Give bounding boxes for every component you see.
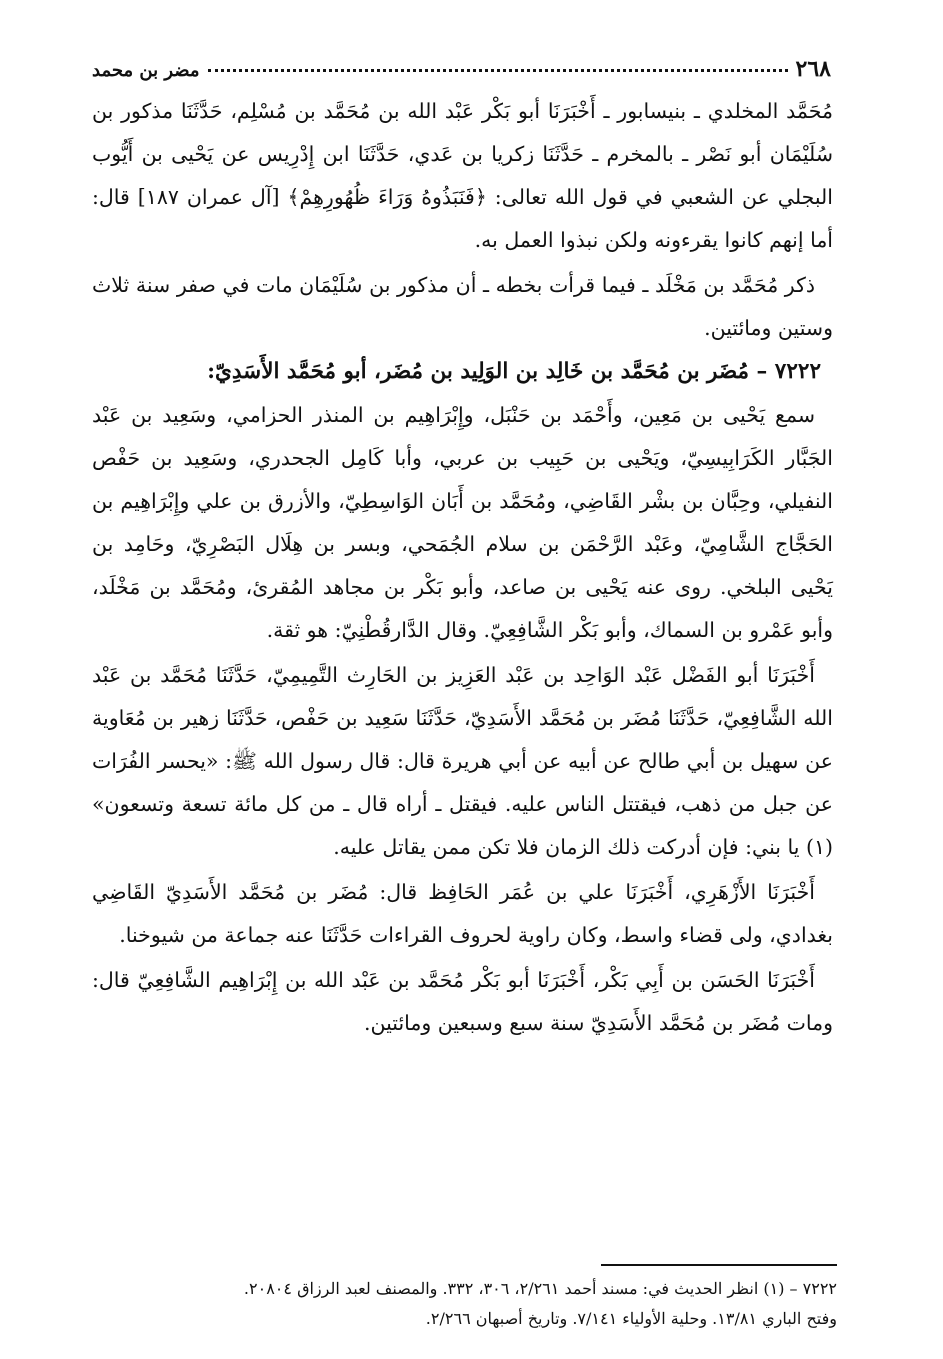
page-number: ٢٦٨ — [795, 56, 831, 82]
running-title: مضر بن محمد — [92, 60, 200, 81]
paragraph-2: ذكر مُحَمَّد بن مَخْلَد ـ فيما قرأت بخطه ـ أن مذكور بن سُلَيْمَان مات في صفر سنة ثلاث وستين ومائتين. — [92, 273, 833, 340]
footnotes — [92, 1274, 837, 1334]
main-text — [92, 90, 833, 1045]
paragraph-1: مُحَمَّد المخلدي ـ بنيسابور ـ أَخْبَرَنَا أبو بَكْر عَبْد الله بن مُحَمَّد بن مُسْلِم، حَدَّثَنَا مذكور بن سُلَيْمَان أبو نَصْر ـ بالمخرم ـ حَدَّثَنَا زكريا بن عَدي، حَدَّثَنَا ابن إِدْرِيس عن يَحْيى بن أَيُّوب البجلي عن الشعبي في قول الله تعالى: ﴿فَنَبَذُوهُ وَرَاءَ ظُهُورِهِمْ﴾ [آل عمران ١٨٧] قال: أما إنهم كانوا يقرءونه ولكن نبذوا العمل به. — [92, 99, 833, 252]
paragraph-3: سمع يَحْيى بن مَعِين، وأَحْمَد بن حَنْبَل، وإِبْرَاهِيم بن المنذر الحزامي، وسَعِيد بن عَبْد الجَبَّار الكَرَابِيسِيّ، ويَحْيى بن حَبِيب بن عربي، وأبا كَامِل الجحدري، وسَعِيد بن حَفْص النفيلي، وحِبَّان بن بشْر القَاضِي، ومُحَمَّد بن أَبَان الوَاسِطِيّ، والأزرق بن علي وإِبْرَاهِيم بن الحَجَّاج الشَّامِيّ، وعَبْد الرَّحْمَن بن سلام الجُمَحي، وبسر بن هِلَال البَصْرِيّ، وحَامِد بن يَحْيى البلخي. روى عنه يَحْيى بن صاعد، وأبو بَكْر بن مجاهد المُقرئ، ومُحَمَّد بن مَخْلَد، وأبو عَمْرو بن السماك، وأبو بَكْر الشَّافِعِيّ. وقال الدَّارقُطْنِيّ: هو ثقة. — [92, 403, 833, 642]
running-head — [92, 56, 831, 90]
entry-heading: ٧٢٢٢ – مُضَر بن مُحَمَّد بن خَالِد بن الوَلِيد بن مُضَر، أبو مُحَمَّد الأَسَدِيّ: — [207, 359, 821, 384]
footnote-divider — [601, 1264, 837, 1266]
header-dotted-leader — [208, 68, 788, 72]
paragraph-6: أَخْبَرَنَا الحَسَن بن أَبِي بَكْر، أَخْبَرَنَا أبو بَكْر مُحَمَّد بن عَبْد الله بن إِبْرَاهِيم الشَّافِعِيّ قال: ومات مُضَر بن مُحَمَّد الأَسَدِيّ سنة سبع وسبعين ومائتين. — [92, 968, 833, 1035]
paragraph-5: أَخْبَرَنَا الأَزْهَرِي، أَخْبَرَنَا علي بن عُمَر الحَافِظ قال: مُضَر بن مُحَمَّد الأَسَدِيّ القَاضِي بغدادي، ولى قضاء واسط، وكان راوية لحروف القراءات حَدَّثَنَا عنه جماعة من شيوخنا. — [92, 880, 833, 947]
footnote-line-1: ٧٢٢٢ – (١) انظر الحديث في: مسند أحمد ٢/٢٦١، ٣٠٦، ٣٣٢. والمصنف لعبد الرزاق ٢٠٨٠٤. — [243, 1279, 837, 1298]
footnote-line-2: وفتح الباري ١٣/٨١. وحلية الأولياء ٧/١٤١. وتاريخ أصبهان ٢/٢٦٦. — [425, 1309, 837, 1328]
paragraph-4: أَخْبَرَنَا أبو الفَضْل عَبْد الوَاحِد بن عَبْد العَزِيز بن الحَارِث التَّمِيمِيّ، حَدَّثَنَا مُحَمَّد بن عَبْد الله الشَّافِعِيّ، حَدَّثَنَا مُضَر بن مُحَمَّد الأَسَدِيّ، حَدَّثَنَا سَعِيد بن حَفْص، حَدَّثَنَا زهير بن مُعَاوية عن سهيل بن أبي طالح عن أبيه عن أبي هريرة قال: قال رسول الله ﷺ: «يحسر الفُرَات عن جبل من ذهب، فيقتتل الناس عليه. فيقتل ـ أراه قال ـ من كل مائة تسعة وتسعون» (١) يا بني: فإن أدركت ذلك الزمان فلا تكن ممن يقاتل عليه. — [92, 663, 833, 859]
